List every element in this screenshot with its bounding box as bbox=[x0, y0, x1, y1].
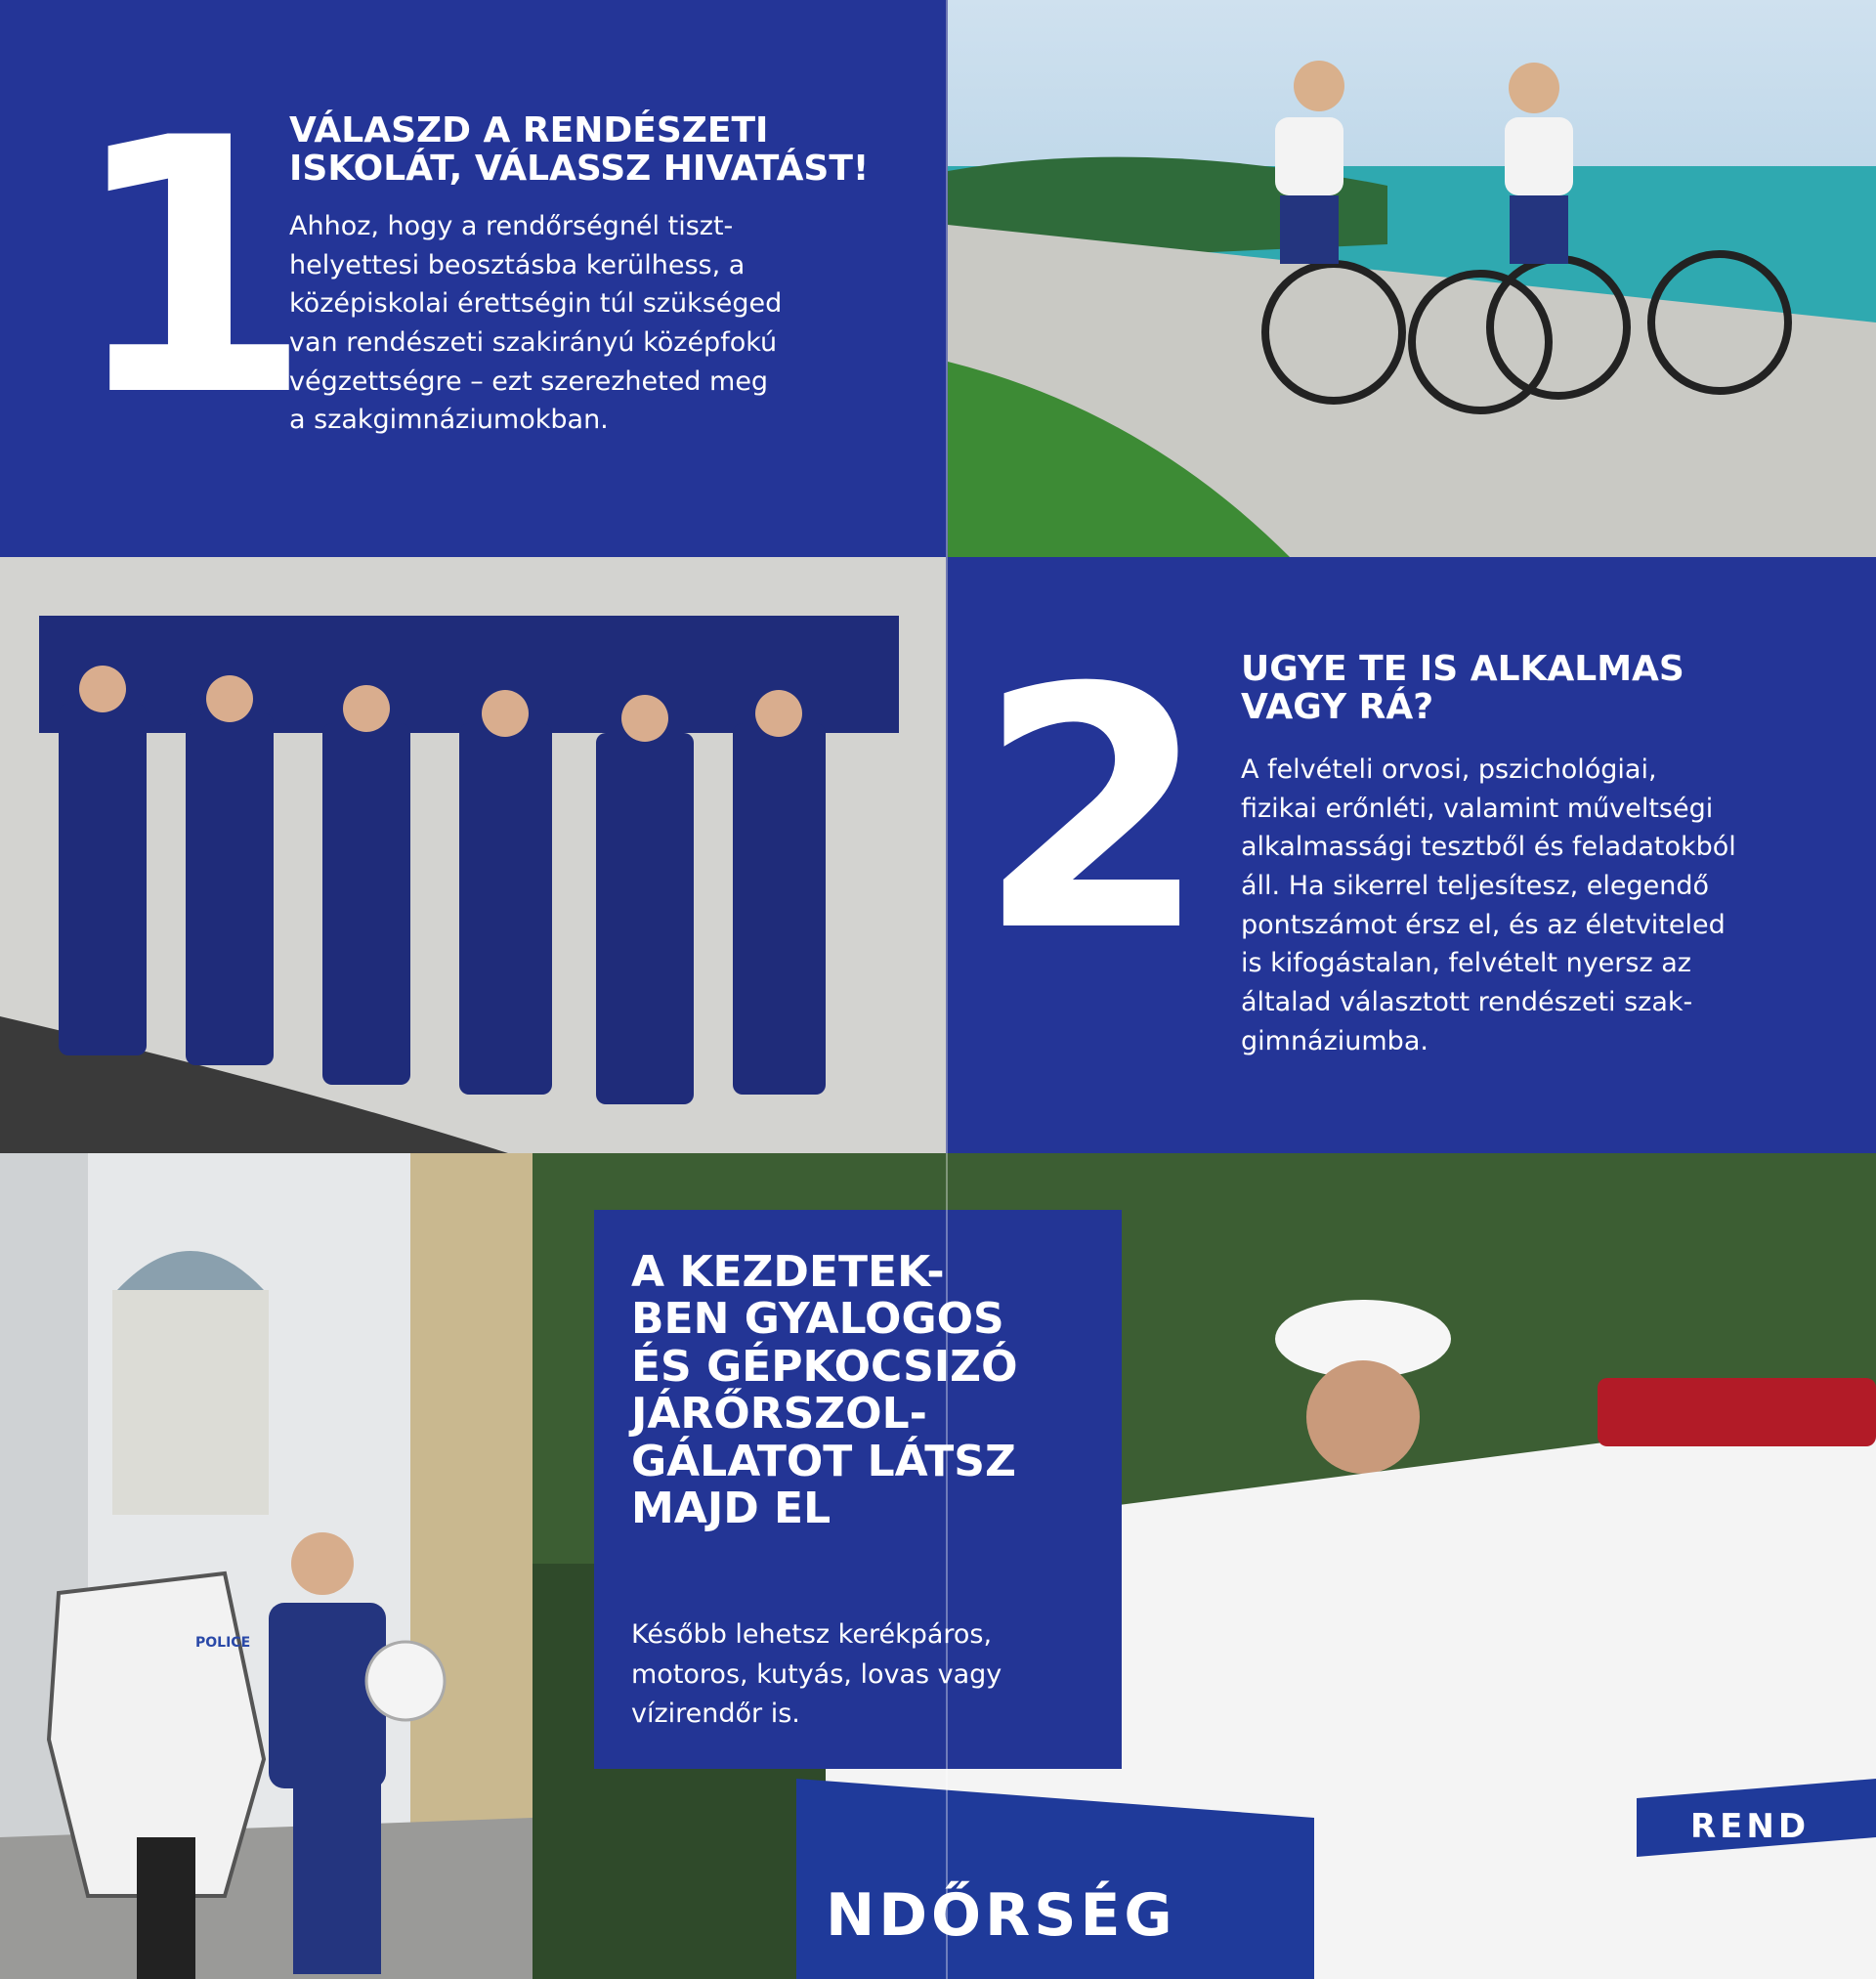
section-3-heading-line: JÁRŐRSZOL- bbox=[631, 1389, 927, 1440]
section-3-body-line: Később lehetsz kerékpáros, bbox=[631, 1619, 993, 1650]
section-2-number: 2 bbox=[977, 618, 1209, 1005]
marching-cadets-photo bbox=[0, 557, 946, 1153]
section-2-body-line: általad választott rendészeti szak- bbox=[1241, 987, 1693, 1018]
bicycle-patrol-image bbox=[948, 0, 1876, 557]
section-1-body-line: középiskolai érettségin túl szükséged bbox=[289, 288, 783, 320]
section-1-body-line: van rendészeti szakirányú középfokú bbox=[289, 327, 778, 359]
bicycle-patrol-photo bbox=[948, 0, 1876, 557]
section-3-heading bbox=[631, 1249, 1017, 1532]
section-2-body-line: pontszámot érsz el, és az életviteled bbox=[1241, 909, 1726, 940]
section-3-heading-line: A KEZDETEK- bbox=[631, 1247, 945, 1297]
section-1-heading bbox=[289, 112, 869, 189]
section-3-panel bbox=[594, 1210, 1122, 1769]
section-1-heading-line: ISKOLÁT, VÁLASSZ HIVATÁST! bbox=[289, 148, 870, 189]
section-1-body-line: a szakgimnáziumokban. bbox=[289, 405, 609, 436]
section-1-heading-line: VÁLASZD A RENDÉSZETI bbox=[289, 110, 769, 151]
marching-cadets-image bbox=[0, 557, 946, 1153]
section-3-heading-line: ÉS GÉPKOCSIZÓ bbox=[631, 1341, 1018, 1392]
section-3-heading-line: GÁLATOT LÁTSZ bbox=[631, 1436, 1016, 1486]
motorcycle-officer-image bbox=[0, 1153, 533, 1979]
section-1-body-line: Ahhoz, hogy a rendőrségnél tiszt- bbox=[289, 211, 734, 241]
section-3-body-line: motoros, kutyás, lovas vagy bbox=[631, 1658, 1002, 1690]
section-2-body-line: gimnáziumba. bbox=[1241, 1025, 1428, 1056]
section-2-heading-line: VAGY RÁ? bbox=[1241, 686, 1434, 727]
section-1-body-line: végzettségre – ezt szerezheted meg bbox=[289, 366, 769, 397]
section-2-body-line: A felvételi orvosi, pszichológiai, bbox=[1241, 754, 1657, 785]
section-1-panel bbox=[0, 0, 946, 557]
page-fold-divider bbox=[946, 0, 948, 1979]
section-2-body-line: is kifogástalan, felvételt nyersz az bbox=[1241, 948, 1691, 979]
section-3-heading-line: BEN GYALOGOS bbox=[631, 1294, 1004, 1345]
moto-police-label: POLICE bbox=[195, 1635, 251, 1651]
section-2-body-line: fizikai erőnléti, valamint műveltségi bbox=[1241, 793, 1714, 824]
section-2-body-line: alkalmassági tesztből és feladatokból bbox=[1241, 832, 1736, 863]
section-3-body-line: vízirendőr is. bbox=[631, 1699, 800, 1729]
section-2-heading bbox=[1241, 651, 1684, 727]
section-1-body bbox=[289, 207, 782, 440]
section-2-heading-line: UGYE TE IS ALKALMAS bbox=[1241, 649, 1684, 689]
section-1-number: 1 bbox=[68, 64, 314, 473]
section-2-panel bbox=[948, 557, 1876, 1153]
car-hood-text: REND bbox=[1690, 1807, 1811, 1846]
section-2-body-line: áll. Ha sikerrel teljesítesz, elegendő bbox=[1241, 871, 1710, 902]
section-1-body-line: helyettesi beosztásba kerülhess, a bbox=[289, 249, 746, 280]
motorcycle-officer-photo bbox=[0, 1153, 533, 1979]
car-door-text: NDŐRSÉG bbox=[826, 1881, 1176, 1950]
section-2-body bbox=[1241, 751, 1736, 1061]
section-3-heading-line: MAJD EL bbox=[631, 1483, 831, 1533]
